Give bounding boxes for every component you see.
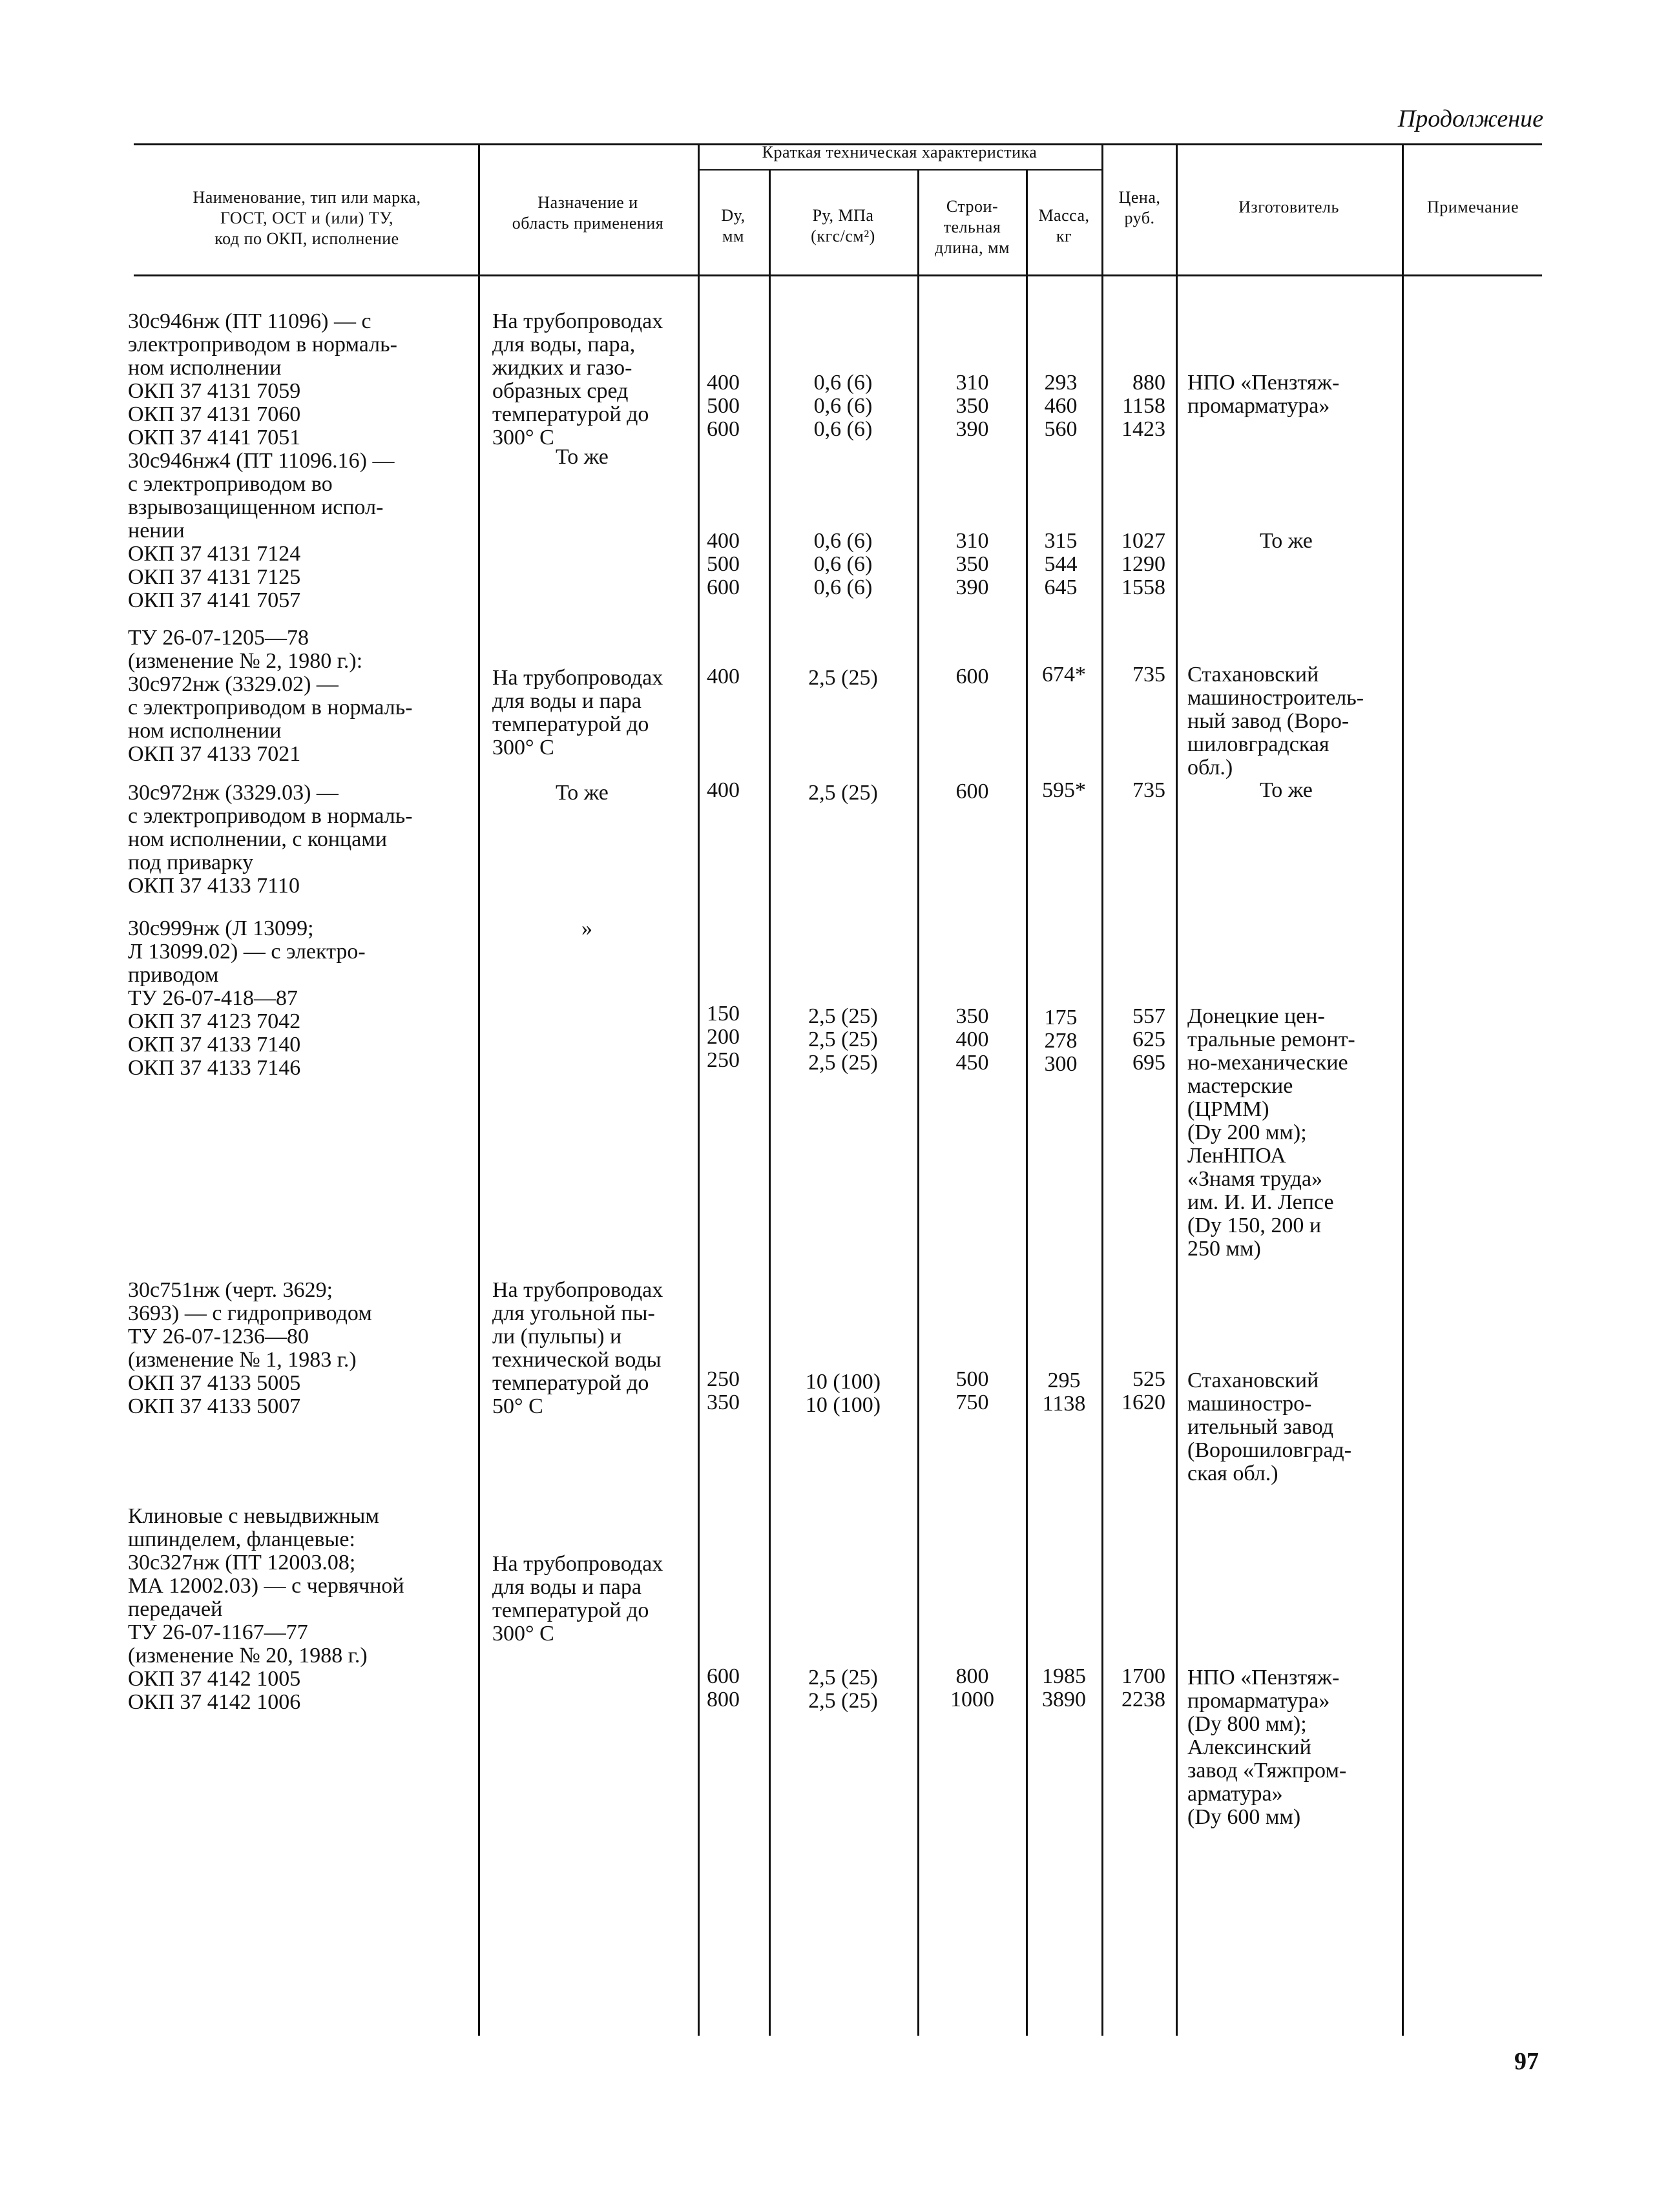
row-length: 600 (955, 780, 989, 803)
column-divider (1176, 143, 1178, 2036)
column-divider (1101, 143, 1103, 2036)
row-price: 880 1158 1423 (1121, 371, 1165, 441)
row-dy: 400 (707, 665, 740, 688)
continuation-label: Продолжение (1397, 105, 1543, 132)
row-name: Клиновые с невыдвижным шпинделем, фланцевые: 30с327нж (ПТ 12003.08; МА 12002.03) — с червячной передачей ТУ 26-07-1167—77 (изменение № 20, 1988 г.) ОКП 37 4142 1005 ОКП 37 4142 1006 (128, 1504, 404, 1714)
row-purpose: На трубопроводах для воды и пара температурой до 300° С (492, 1552, 663, 1646)
row-maker: Стахановский машиностро- ительный завод (Ворошиловград- ская обл.) (1187, 1369, 1352, 1485)
row-dy: 400 (707, 778, 740, 802)
row-length: 800 1000 (950, 1664, 994, 1711)
row-length: 600 (955, 665, 989, 688)
column-divider (917, 169, 919, 2036)
row-price: 1027 1290 1558 (1121, 529, 1165, 599)
row-py: 2,5 (25) 2,5 (25) (808, 1666, 878, 1713)
row-maker: Стахановский машиностроитель- ный завод (Воро- шиловградская обл.) (1187, 663, 1364, 780)
row-mass: 674* (1042, 663, 1086, 687)
row-mass: 295 1138 (1042, 1369, 1086, 1416)
row-dy: 400 500 600 (707, 371, 740, 441)
header-name: Наименование, тип или марка, ГОСТ, ОСТ и (или) ТУ, код по ОКП, исполнение (193, 188, 421, 248)
row-price: 735 (1132, 663, 1165, 687)
row-mass: 293 460 560 (1044, 371, 1078, 441)
row-dy: 250 350 (707, 1367, 740, 1414)
row-py: 2,5 (25) (808, 666, 878, 690)
row-mass: 175 278 300 (1044, 1006, 1078, 1076)
row-maker: То же (1260, 529, 1313, 553)
row-py: 0,6 (6) 0,6 (6) 0,6 (6) (813, 529, 873, 599)
row-price: 735 (1132, 778, 1165, 802)
header-mass: Масса, кг (1038, 206, 1090, 245)
header-dy: Dу, мм (721, 206, 746, 245)
row-maker: НПО «Пензтяж- промарматура» (1187, 371, 1340, 418)
header-purpose: Назначение и область применения (512, 193, 664, 233)
row-name: 30с751нж (черт. 3629; 3693) — с гидроприводом ТУ 26-07-1236—80 (изменение № 1, 1983 г.) ОКП 37 4133 5005 ОКП 37 4133 5007 (128, 1278, 372, 1418)
column-divider (1402, 143, 1404, 2036)
row-name: ТУ 26-07-1205—78 (изменение № 2, 1980 г.): 30с972нж (3329.02) — с электроприводом в нормаль- ном исполнении ОКП 37 4133 7021 (128, 626, 413, 766)
header-length: Строи- тельная длина, мм (935, 197, 1010, 257)
header-maker: Изготовитель (1238, 198, 1339, 216)
row-price: 1700 2238 (1121, 1664, 1165, 1711)
row-mass: 595* (1042, 778, 1086, 802)
row-length: 350 400 450 (955, 1004, 989, 1075)
row-maker: Донецкие цен- тральные ремонт- но-механические мастерские (ЦРММ) (Dу 200 мм); ЛенНПОА «Знамя труда» им. И. И. Лепсе (Dу 150, 200 и 250 мм) (1187, 1004, 1355, 1261)
row-price: 525 1620 (1121, 1367, 1165, 1414)
row-length: 310 350 390 (955, 371, 989, 441)
header-tech-group: Краткая техническая характеристика (762, 143, 1038, 161)
column-divider (1026, 169, 1028, 2036)
row-length: 310 350 390 (955, 529, 989, 599)
row-mass: 1985 3890 (1042, 1664, 1086, 1711)
row-length: 500 750 (955, 1367, 989, 1414)
row-dy: 150 200 250 (707, 1002, 740, 1072)
row-name: 30с972нж (3329.03) — с электроприводом в нормаль- ном исполнении, с концами под приварку ОКП 37 4133 7110 (128, 781, 413, 898)
row-purpose-same: То же (556, 445, 609, 469)
page-number: 97 (1514, 2048, 1539, 2075)
row-name: 30с999нж (Л 13099; Л 13099.02) — с электро- приводом ТУ 26-07-418—87 ОКП 37 4123 7042 ОКП 37 4133 7140 ОКП 37 4133 7146 (128, 916, 366, 1080)
row-purpose: На трубопроводах для воды и пара температурой до 300° С (492, 666, 663, 760)
header-py: Pу, МПа (кгс/см²) (811, 206, 875, 245)
row-py: 2,5 (25) 2,5 (25) 2,5 (25) (808, 1004, 878, 1075)
row-dy: 400 500 600 (707, 529, 740, 599)
row-purpose: То же (556, 781, 609, 805)
column-divider (478, 143, 480, 2036)
header-bottom-rule (134, 274, 1542, 276)
column-divider (769, 169, 771, 2036)
row-dy: 600 800 (707, 1664, 740, 1711)
row-name: 30с946нж (ПТ 11096) — с электроприводом в нормаль- ном исполнении ОКП 37 4131 7059 ОКП 37 4131 7060 ОКП 37 4141 7051 30с946нж4 (ПТ 11096.16) — с электроприводом во взрывозащищенном испол- нении ОКП 37 4131 7124 ОКП 37 4131 7125 ОКП 37 4141 7057 (128, 309, 397, 612)
row-purpose: На трубопроводах для воды, пара, жидких и газо- образных сред температурой до 300° С (492, 309, 663, 450)
row-mass: 315 544 645 (1044, 529, 1078, 599)
row-py: 2,5 (25) (808, 781, 878, 805)
row-maker: НПО «Пензтяж- промарматура» (Dу 800 мм); Алексинский завод «Тяжпром- арматура» (Dу 600 мм) (1187, 1666, 1347, 1829)
row-py: 0,6 (6) 0,6 (6) 0,6 (6) (813, 371, 873, 441)
row-maker: То же (1260, 778, 1313, 802)
tech-group-rule (698, 169, 1101, 171)
header-price: Цена, руб. (1118, 188, 1161, 227)
row-price: 557 625 695 (1132, 1004, 1165, 1075)
row-py: 10 (100) 10 (100) (805, 1370, 881, 1417)
column-divider (698, 143, 700, 2036)
row-purpose: На трубопроводах для угольной пы- ли (пульпы) и технической воды температурой до 50° С (492, 1278, 663, 1418)
header-note: Примечание (1426, 198, 1519, 216)
row-purpose: » (581, 916, 592, 940)
